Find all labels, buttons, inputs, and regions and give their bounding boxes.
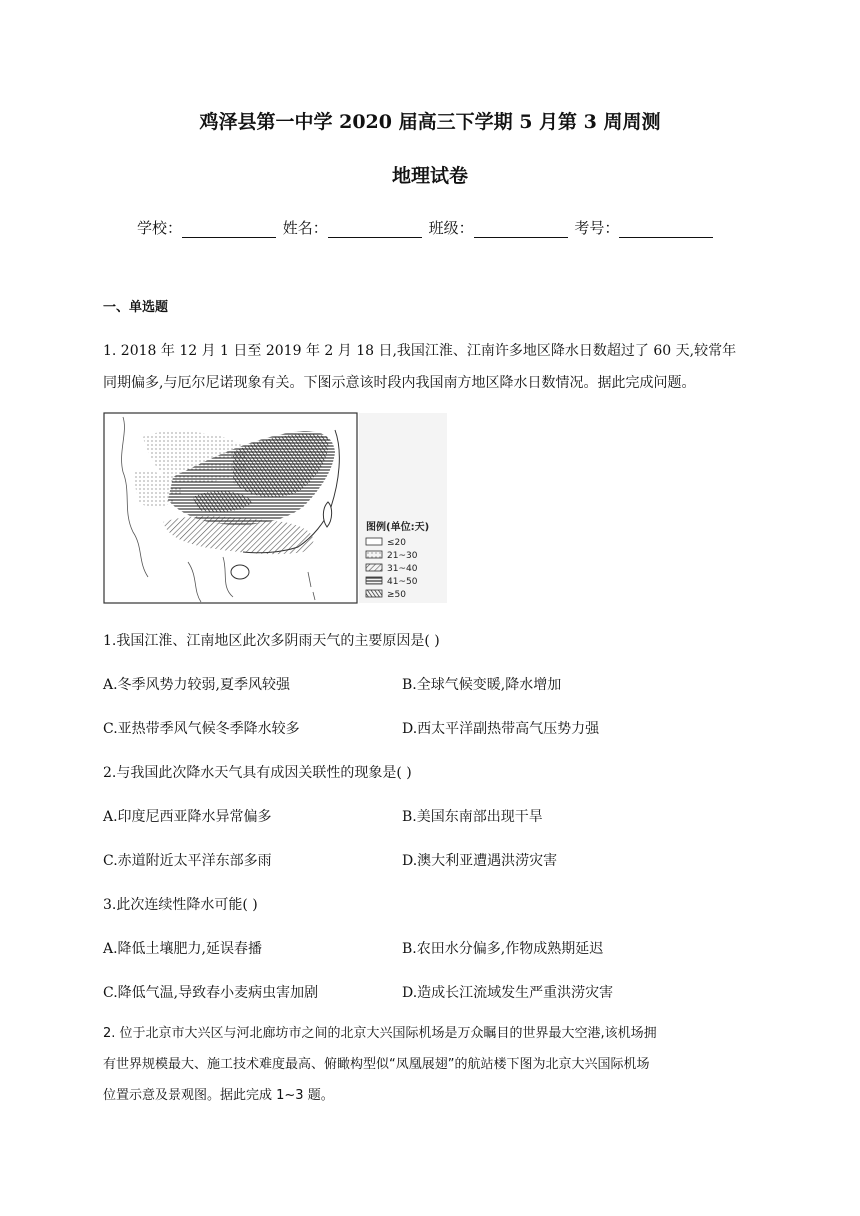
student-info-fields: [137, 217, 715, 238]
sub-question-2-option-d[interactable]: D.澳大利亚遭遇洪涝灾害: [402, 853, 558, 869]
exam-number-blank[interactable]: [619, 221, 713, 238]
name-label: 姓名：: [282, 219, 328, 237]
question2-line3: 位置示意及景观图。据此完成 1~3 题。: [103, 1088, 334, 1103]
sub-question-2-option-a[interactable]: A.印度尼西亚降水异常偏多: [103, 809, 272, 825]
map-legend-title: 图例(单位:天): [366, 522, 430, 533]
question2-line2: 有世界规模最大、施工技术难度最高、俯瞰构型似“凤凰展翅”的航站楼下图为北京大兴国际机场: [103, 1057, 650, 1072]
question1-intro: [103, 335, 763, 399]
legend-item-2: 21~30: [387, 551, 418, 561]
question2-line1: 2. 位于北京市大兴区与河北廊坊市之间的北京大兴国际机场是万众瞩目的世界最大空港,该机场拥: [103, 1026, 657, 1041]
sub-question-1-option-b[interactable]: B.全球气候变暖,降水增加: [402, 677, 562, 693]
sub-question-3-option-d[interactable]: D.造成长江流域发生严重洪涝灾害: [402, 985, 614, 1001]
class-label: 班级：: [428, 219, 474, 237]
sub-question-2-option-b[interactable]: B.美国东南部出现干旱: [402, 809, 543, 825]
name-blank[interactable]: [328, 221, 422, 238]
legend-item-3: 31~40: [387, 564, 418, 574]
legend-item-1: ≤20: [387, 538, 406, 548]
exam-title: 鸡泽县第一中学 2020 届高三下学期 5 月第 3 周周测: [199, 111, 661, 133]
sub-question-1-option-a[interactable]: A.冬季风势力较弱,夏季风较强: [103, 677, 291, 693]
sub-question-2-stem: 2.与我国此次降水天气具有成因关联性的现象是( ): [103, 765, 412, 781]
sub-question-1-stem: 1.我国江淮、江南地区此次多阴雨天气的主要原因是( ): [103, 633, 440, 649]
sub-question-1-option-c[interactable]: C.亚热带季风气候冬季降水较多: [103, 721, 300, 737]
school-label: 学校：: [137, 219, 183, 237]
sub-question-3-option-a[interactable]: A.降低土壤肥力,延误春播: [103, 941, 263, 957]
exam-number-label: 考号：: [574, 219, 620, 237]
class-blank[interactable]: [474, 221, 568, 238]
sub-question-1-option-d[interactable]: D.西太平洋副热带高气压势力强: [402, 721, 600, 737]
sub-question-2-option-c[interactable]: C.赤道附近太平洋东部多雨: [103, 853, 272, 869]
section-title: 一、单选题: [103, 300, 169, 315]
legend-item-4: 41~50: [387, 577, 418, 587]
legend-item-5: ≥50: [387, 590, 406, 600]
question1-intro-line1: 1. 2018 年 12 月 1 日至 2019 年 2 月 18 日,我国江淮、江南许多地区降水日数超过了 60 天,较常年: [103, 343, 737, 359]
precipitation-days-map: [103, 412, 448, 605]
question2-intro: [103, 1018, 763, 1111]
sub-question-3-option-c[interactable]: C.降低气温,导致春小麦病虫害加剧: [103, 985, 319, 1001]
question1-intro-line2: 同期偏多,与厄尔尼诺现象有关。下图示意该时段内我国南方地区降水日数情况。据此完成问题。: [103, 375, 696, 391]
exam-subject: 地理试卷: [391, 165, 468, 187]
school-blank[interactable]: [182, 221, 276, 238]
sub-question-3-option-b[interactable]: B.农田水分偏多,作物成熟期延迟: [402, 941, 604, 957]
sub-question-3-stem: 3.此次连续性降水可能( ): [103, 897, 258, 913]
